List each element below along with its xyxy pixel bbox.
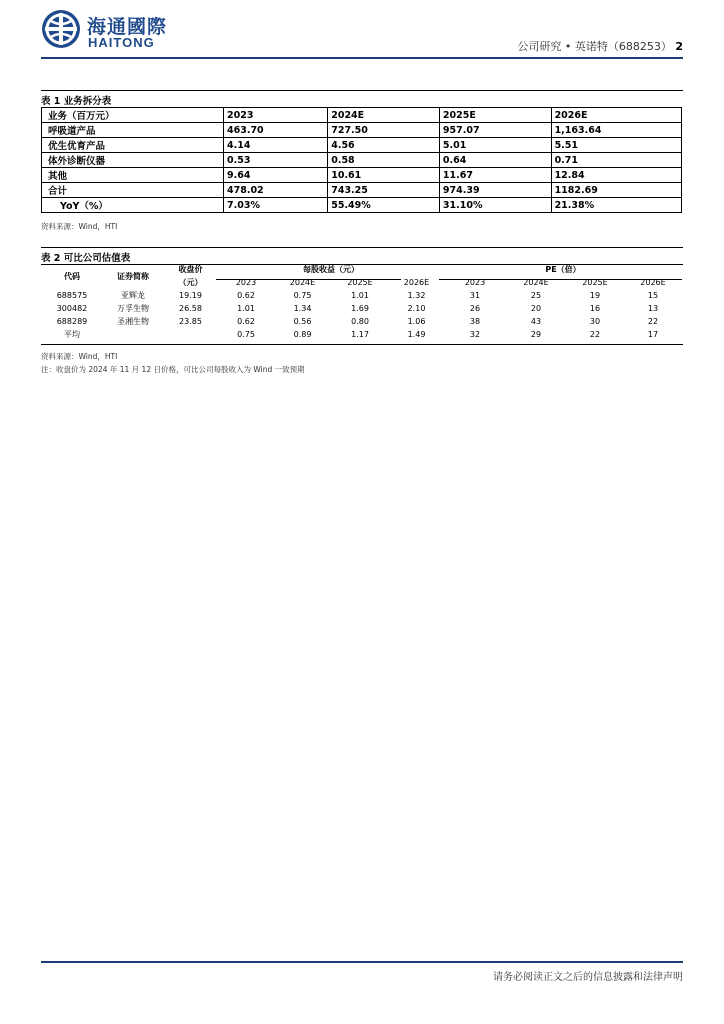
table-row	[42, 153, 682, 168]
cell: 1,163.64	[551, 123, 681, 138]
table2-source: 资料来源：Wind，HTI	[41, 352, 118, 361]
cell-price	[163, 328, 218, 341]
cell: 0.53	[224, 153, 328, 168]
logo-text-en: HAITONG	[88, 35, 155, 50]
table-header-row	[42, 108, 682, 123]
cell: 1.34	[293, 304, 312, 313]
cell: 21.38%	[551, 198, 681, 213]
cell: 19	[589, 291, 601, 300]
table-row	[42, 168, 682, 183]
header-cell: 业务（百万元）	[42, 108, 224, 123]
cell: 1.32	[407, 291, 426, 300]
cell: 25	[530, 291, 542, 300]
cell: 22	[647, 317, 659, 326]
table1-title: 表 1 业务拆分表	[41, 96, 112, 107]
header-cell: 2023	[224, 108, 328, 123]
header-cell: 2026E	[551, 108, 681, 123]
cell: 13	[647, 304, 659, 313]
cell: 727.50	[328, 123, 440, 138]
cell: 31	[469, 291, 481, 300]
cell: 0.64	[439, 153, 551, 168]
cell-name	[103, 328, 163, 341]
logo-text-cn: 海通國際	[87, 16, 168, 38]
row-label: YoY（%）	[42, 198, 224, 213]
cell: 12.84	[551, 168, 681, 183]
cell: 0.58	[328, 153, 440, 168]
cell-price: 19.19	[179, 291, 202, 300]
header-price: 收盘价	[178, 265, 203, 274]
header-pe: PE（倍）	[545, 265, 581, 274]
row-label: 合计	[42, 183, 224, 198]
table1-top-rule	[41, 90, 683, 91]
cell: 1.49	[407, 330, 426, 339]
cell-code: 300482	[56, 304, 88, 313]
haitong-logo	[41, 9, 171, 51]
table1-source: 资料来源：Wind，HTI	[41, 222, 118, 231]
cell: 5.51	[551, 138, 681, 153]
cell: 17	[647, 330, 659, 339]
table-row-total	[42, 183, 682, 198]
header-price-unit: （元）	[178, 278, 203, 287]
cell: 0.89	[293, 330, 312, 339]
cell: 974.39	[439, 183, 551, 198]
cell-price: 23.85	[179, 317, 202, 326]
cell: 20	[530, 304, 542, 313]
cell: 478.02	[224, 183, 328, 198]
header-cell: 2024E	[328, 108, 440, 123]
cell: 4.56	[328, 138, 440, 153]
table-row	[41, 289, 682, 302]
row-label: 体外诊断仪器	[42, 153, 224, 168]
table2-bottom-rule	[41, 344, 683, 345]
cell-name: 万孚生物	[117, 304, 149, 313]
business-split-table	[41, 107, 682, 213]
report-type: 公司研究 • 英诺特（688253）	[517, 40, 672, 53]
report-header	[517, 38, 683, 54]
row-label: 优生优育产品	[42, 138, 224, 153]
footer-divider	[41, 961, 683, 963]
header-year: 2023	[235, 278, 257, 287]
table2-top-rule	[41, 247, 683, 248]
cell: 4.14	[224, 138, 328, 153]
row-label: 呼吸道产品	[42, 123, 224, 138]
cell: 16	[589, 304, 601, 313]
valuation-table	[41, 263, 682, 341]
header-year: 2026E	[640, 278, 666, 287]
header-year: 2026E	[403, 278, 430, 287]
cell: 1.01	[351, 291, 369, 300]
table-row-average	[41, 328, 682, 341]
table-header-row	[41, 263, 682, 276]
header-year: 2024E	[289, 278, 316, 287]
cell: 0.80	[351, 317, 369, 326]
table-row	[41, 302, 682, 315]
cell: 30	[589, 317, 601, 326]
header-divider	[41, 57, 683, 59]
header-cell: 2025E	[439, 108, 551, 123]
cell: 5.01	[439, 138, 551, 153]
cell: 29	[530, 330, 542, 339]
header-year: 2024E	[523, 278, 549, 287]
header-code: 代码	[64, 271, 80, 281]
cell: 0.71	[551, 153, 681, 168]
cell: 1.69	[351, 304, 369, 313]
table2-title: 表 2 可比公司估值表	[41, 253, 131, 264]
cell: 22	[589, 330, 601, 339]
header-year: 2023	[464, 278, 486, 287]
cell: 32	[469, 330, 481, 339]
cell: 43	[530, 317, 542, 326]
table-row	[41, 315, 682, 328]
header-name: 证券简称	[117, 271, 149, 281]
cell: 15	[647, 291, 659, 300]
cell: 11.67	[439, 168, 551, 183]
footer-disclaimer: 请务必阅读正文之后的信息披露和法律声明	[493, 972, 683, 983]
cell: 1.17	[351, 330, 369, 339]
cell: 0.75	[293, 291, 312, 300]
cell: 0.56	[293, 317, 312, 326]
header-eps: 每股收益（元）	[303, 265, 359, 274]
cell-code: 平均	[64, 330, 80, 339]
cell: 1182.69	[551, 183, 681, 198]
cell: 2.10	[407, 304, 426, 313]
cell: 1.01	[237, 304, 255, 313]
haitong-emblem-icon	[41, 9, 81, 49]
cell: 743.25	[328, 183, 440, 198]
header-year: 2025E	[582, 278, 608, 287]
page-number: 2	[675, 40, 683, 53]
header-year: 2025E	[347, 278, 373, 287]
cell: 38	[469, 317, 481, 326]
table-row	[42, 138, 682, 153]
table-row	[42, 123, 682, 138]
cell: 0.75	[237, 330, 255, 339]
cell-price: 26.58	[179, 304, 202, 313]
cell: 957.07	[439, 123, 551, 138]
cell-name: 亚辉龙	[121, 291, 145, 300]
cell: 0.62	[237, 291, 255, 300]
cell: 1.06	[407, 317, 426, 326]
cell: 0.62	[237, 317, 255, 326]
cell: 26	[469, 304, 481, 313]
row-label: 其他	[42, 168, 224, 183]
cell-code: 688575	[56, 291, 88, 300]
cell: 10.61	[328, 168, 440, 183]
cell: 9.64	[224, 168, 328, 183]
table-row-yoy	[42, 198, 682, 213]
cell: 55.49%	[328, 198, 440, 213]
cell: 31.10%	[439, 198, 551, 213]
table2-note: 注：收盘价为 2024 年 11 月 12 日价格，可比公司每股收入为 Wind 一致预期	[41, 365, 305, 374]
cell-name: 圣湘生物	[117, 317, 149, 326]
cell-code: 688289	[56, 317, 88, 326]
cell: 463.70	[224, 123, 328, 138]
cell: 7.03%	[224, 198, 328, 213]
